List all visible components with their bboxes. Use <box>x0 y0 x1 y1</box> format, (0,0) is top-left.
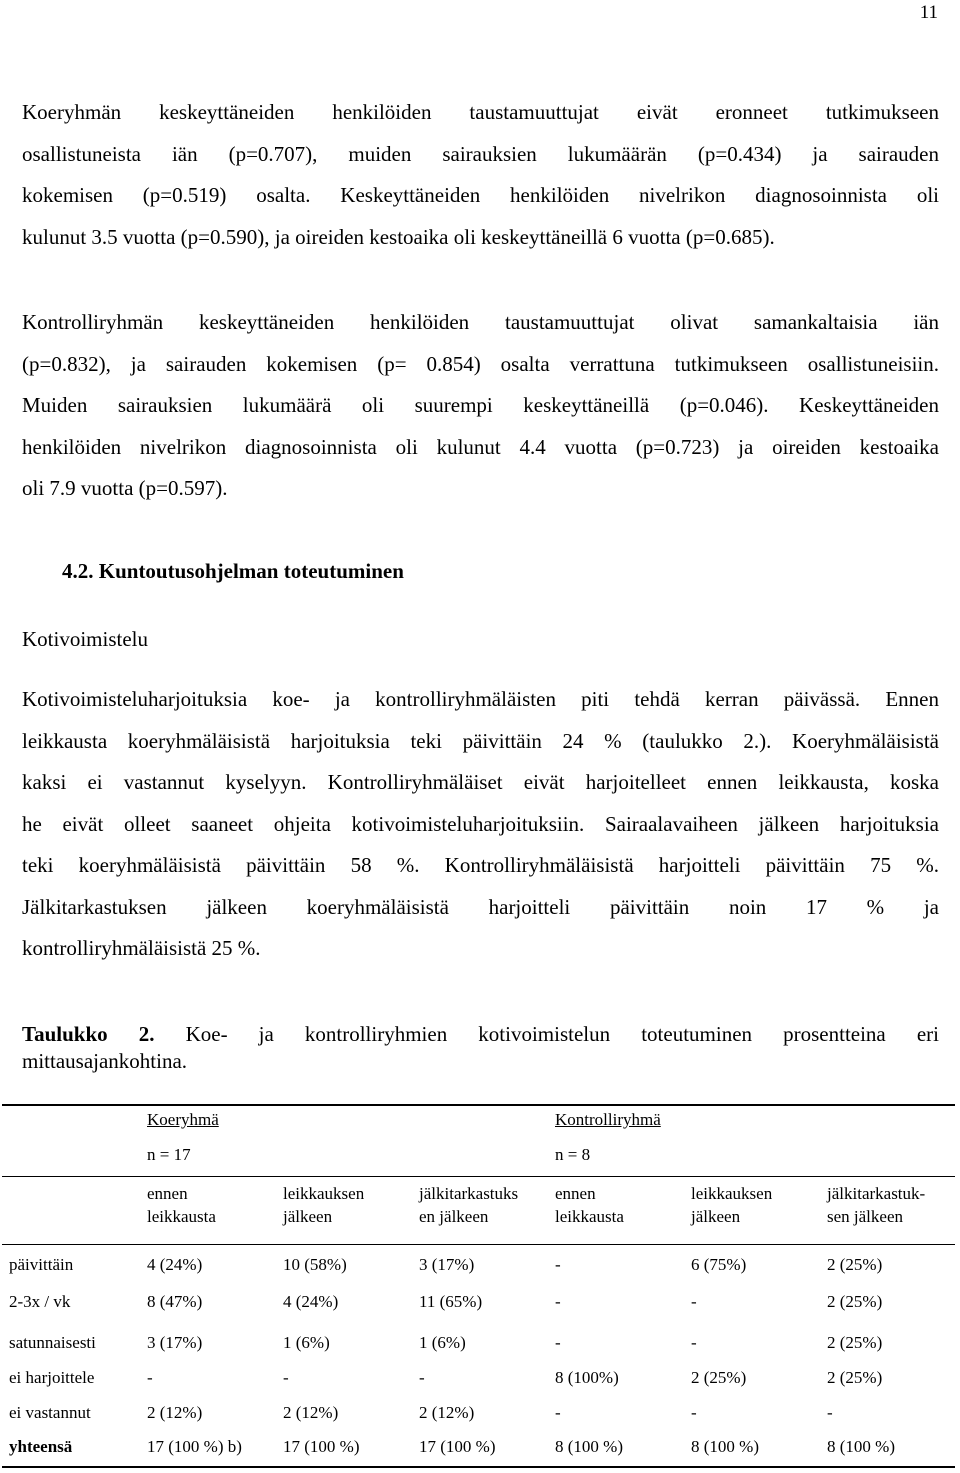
table-cell: 2 (12%) <box>419 1403 475 1422</box>
col-header-line: leikkauksen <box>283 1184 365 1203</box>
text-line: he eivät olleet saaneet ohjeita kotivoimisteluharjoituksiin. Sairaalavaiheen jälkeen harjoituksia <box>22 811 939 836</box>
row-label: satunnaisesti <box>9 1333 96 1352</box>
text-line: (p=0.832), ja sairauden kokemisen (p= 0.854) osalta verrattuna tutkimukseen osallistuneisiin. <box>22 351 939 376</box>
row-label: ei harjoittele <box>9 1368 95 1387</box>
table-caption <box>22 1021 939 1075</box>
table-cell: 8 (47%) <box>147 1292 203 1311</box>
group-n-experimental: n = 17 <box>147 1145 191 1164</box>
col-header-line: sen jälkeen <box>827 1207 903 1226</box>
col-header-line: leikkausta <box>147 1207 216 1226</box>
col-header-line: en jälkeen <box>419 1207 489 1226</box>
caption-label: Taulukko 2. <box>22 1022 155 1046</box>
col-header-line: jälkitarkastuk- <box>827 1184 926 1203</box>
table-top-rule <box>2 1104 955 1106</box>
paragraph-home-exercise <box>22 679 939 970</box>
caption-text: Koe- ja kontrolliryhmien kotivoimistelun toteutuminen prosentteina eri <box>185 1022 939 1046</box>
text-line: Kotivoimisteluharjoituksia koe- ja kontrolliryhmäläisten piti tehdä kerran päivässä. Ennen <box>22 687 939 711</box>
group-n-control: n = 8 <box>555 1145 591 1164</box>
subheading: Kotivoimistelu <box>22 627 148 651</box>
table-cell: 8 (100 %) <box>555 1437 623 1456</box>
table-cell: 2 (25%) <box>827 1368 883 1387</box>
table-cell: 6 (75%) <box>691 1255 747 1274</box>
table-cell: 8 (100 %) <box>827 1437 895 1456</box>
col-header-line: leikkauksen <box>691 1184 773 1203</box>
table-cell: - <box>691 1403 697 1422</box>
table-cell: 17 (100 %) <box>283 1437 360 1456</box>
table-cell: - <box>147 1368 153 1387</box>
table-cell: 2 (25%) <box>827 1292 883 1311</box>
table-cell: 8 (100%) <box>555 1368 619 1387</box>
text-line: henkilöiden nivelrikon diagnosoinnista oli kulunut 4.4 vuotta (p=0.723) ja oireiden kestoaika <box>22 434 939 459</box>
table-cell: 2 (25%) <box>691 1368 747 1387</box>
table-cell: 1 (6%) <box>283 1333 330 1352</box>
table-cell: 2 (25%) <box>827 1333 883 1352</box>
col-header-line: ennen <box>555 1184 596 1203</box>
text-line: Muiden sairauksien lukumäärä oli suurempi keskeyttäneillä (p=0.046). Keskeyttäneiden <box>22 393 939 417</box>
paragraph-dropouts-control <box>22 302 939 510</box>
col-header-line: leikkausta <box>555 1207 624 1226</box>
table-body-rule <box>2 1244 955 1245</box>
text-line: Kontrolliryhmän keskeyttäneiden henkilöiden taustamuuttujat olivat samankaltaisia iän <box>22 310 939 334</box>
table-cell: - <box>555 1333 561 1352</box>
table-cell: 11 (65%) <box>419 1292 483 1311</box>
text-line: oli 7.9 vuotta (p=0.597). <box>22 476 228 500</box>
table-cell: 1 (6%) <box>419 1333 466 1352</box>
col-header-line: ennen <box>147 1184 188 1203</box>
table-cell: - <box>283 1368 289 1387</box>
row-label: päivittäin <box>9 1255 74 1274</box>
table-bottom-rule <box>2 1466 955 1468</box>
text-line: kokemisen (p=0.519) osalta. Keskeyttäneiden henkilöiden nivelrikon diagnosoinnista oli <box>22 183 939 207</box>
table-cell: - <box>555 1255 561 1274</box>
text-line: kontrolliryhmäläisistä 25 %. <box>22 936 261 960</box>
text-line: kaksi ei vastannut kyselyyn. Kontrolliryhmäläiset eivät harjoitelleet ennen leikkausta, koska <box>22 770 939 794</box>
table-cell: 8 (100 %) <box>691 1437 759 1456</box>
group-header-experimental: Koeryhmä <box>147 1110 219 1129</box>
col-header-line: jälkeen <box>691 1207 741 1226</box>
text-line: Jälkitarkastuksen jälkeen koeryhmäläisistä harjoitteli päivittäin noin 17 % ja <box>22 894 939 919</box>
text-line: kulunut 3.5 vuotta (p=0.590), ja oireiden kestoaika oli keskeyttäneillä 6 vuotta (p=0.685). <box>22 224 775 249</box>
section-heading: 4.2. Kuntoutusohjelman toteutuminen <box>62 559 404 583</box>
table-cell: - <box>691 1292 697 1311</box>
text-line: Koeryhmän keskeyttäneiden henkilöiden taustamuuttujat eivät eronneet tutkimukseen <box>22 100 939 124</box>
text-line: teki koeryhmäläisistä päivittäin 58 %. Kontrolliryhmäläisistä harjoitteli päivittäin 75 %. <box>22 853 939 877</box>
table-cell: - <box>691 1333 697 1352</box>
group-header-control: Kontrolliryhmä <box>555 1110 661 1129</box>
table-cell: 4 (24%) <box>283 1292 339 1311</box>
row-label: 2-3x / vk <box>9 1292 71 1311</box>
table-cell: 2 (12%) <box>283 1403 339 1422</box>
table-cell: 4 (24%) <box>147 1255 203 1274</box>
table-cell: 3 (17%) <box>419 1255 475 1274</box>
table-cell: 10 (58%) <box>283 1255 347 1274</box>
page-number: 11 <box>919 2 938 23</box>
table-header-rule <box>2 1176 955 1177</box>
text-line: leikkausta koeryhmäläisistä harjoituksia teki päivittäin 24 % (taulukko 2.). Koeryhmäläisistä <box>22 728 939 753</box>
table-cell: 2 (25%) <box>827 1255 883 1274</box>
table-cell: 2 (12%) <box>147 1403 203 1422</box>
caption-text-continued: mittausajankohtina. <box>22 1049 188 1073</box>
table-cell: - <box>555 1403 561 1422</box>
table-cell: 17 (100 %) <box>419 1437 496 1456</box>
col-header-line: jälkeen <box>283 1207 333 1226</box>
paragraph-dropouts-experimental <box>22 92 939 258</box>
row-label-total: yhteensä <box>9 1437 73 1456</box>
row-label: ei vastannut <box>9 1403 91 1422</box>
table-cell: - <box>555 1292 561 1311</box>
table-cell: 3 (17%) <box>147 1333 203 1352</box>
text-line: osallistuneista iän (p=0.707), muiden sairauksien lukumäärän (p=0.434) ja sairauden <box>22 141 939 166</box>
table-cell: 17 (100 %) b) <box>147 1437 242 1456</box>
col-header-line: jälkitarkastuks <box>419 1184 519 1203</box>
table-cell: - <box>827 1403 833 1422</box>
table-cell: - <box>419 1368 425 1387</box>
